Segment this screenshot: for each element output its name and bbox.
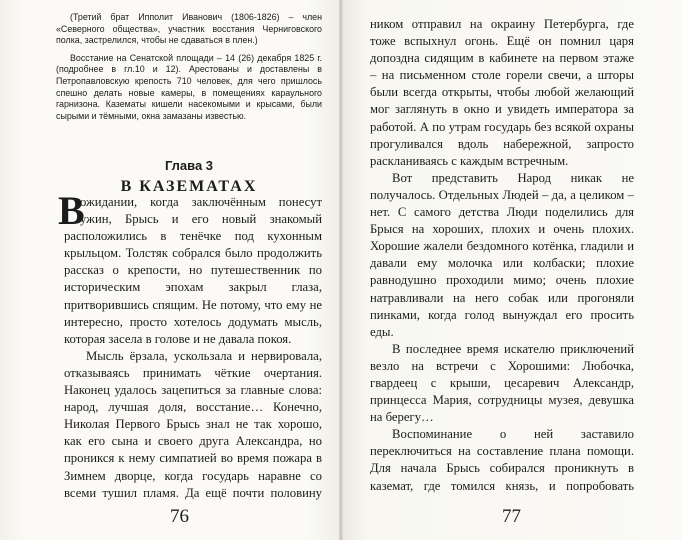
chapter-title: В КАЗЕМАТАХ — [120, 178, 258, 195]
body-paragraph: В последнее время искателю приключений везло на встречи с Хорошими: Любочка, гвардеец с крыши, цесаревич Александр, принцесса Мария, сотрудницы музея, девушка на берегу… — [370, 341, 634, 425]
page-number-left: 76 — [170, 506, 189, 527]
footnote: (Третий брат Ипполит Иванович (1806-1826) – член «Северного общества», участник восстания Черниговского полка, застрелился, чтобы не сдаваться в плен.) — [56, 12, 322, 46]
chapter-label: Глава 3 — [164, 158, 214, 173]
body-paragraph: Воспоминание о ней заставило переключиться на составление плана помощи. Для начала Брысь собирался проникнуть в каземат, где томился князь, и попробовать — [370, 427, 634, 493]
page-number-right: 77 — [502, 506, 521, 527]
book-gutter — [339, 0, 343, 540]
footnote: Восстание на Сенатской площади – 14 (26) декабря 1825 г. (подробнее в гл.10 и 12). Арестованы и доставлены в Петропавловскую крепость 710 человек, для чего пришлось спешно делать новые камеры, в помещениях караульного гарнизона. Казематы кишели насекомыми и крысами, были сырыми и тёмными, окна замазаны известью. — [56, 52, 322, 121]
right-body-text — [370, 16, 634, 496]
body-paragraph: Мысль ёрзала, ускользала и нервировала, отказываясь принимать чёткие очертания. Наконец удалось зацепиться за главные слова: народ, лучшая доля, восстание… Конечно, Николая Первого Брысь знал не так хорошо, как его сына и своего друга Александра, но проникся к нему симпатией во время пожара в Зимнем дворце, когда государь наравне со всеми тушил пламя. Да ещё почти половину — [64, 348, 322, 500]
left-body-text — [64, 194, 322, 504]
body-paragraph: Вот представить Народ никак не получалось. Отдельных Людей – да, а целиком – нет. С самого детства Люди поделились для Брыся на хороших, плохих и очень плохих. Хорошие жалели бездомного котёнка, гладили и давали ему молочка или колбаски; плохие равнодушно проходили мимо; очень плохие натравливали на него собак или прогоняли пинками, когда голод вынуждал его просить еды. — [370, 170, 634, 339]
drop-cap: В — [58, 188, 85, 233]
body-paragraph: ником отправил на окраину Петербурга, где тоже вспыхнул огонь. Ещё он помнил царя допоздна сидящим в кабинете на первом этаже – на письменном столе горели свечи, а шторы были всегда открыты, чтобы любой желающий мог заглянуть в окно и увидеть императора за работой. А по утрам государь без всякой охраны прогуливался вдоль набережной, запросто раскланиваясь с каждым встречным. — [370, 17, 634, 168]
body-paragraph: ожидании, когда заключённым понесут ужин, Брысь и его новый знакомый расположились в тенёчке под кухонным крыльцом. Толстяк собрался было продолжить рассказ о крепости, но путешественник по историческим эпохам закрыл глаза, притворившись спящим. Не потому, что ему не интересно, просто хотелось додумать мысль, которая засела в голове и не давала покоя. — [64, 195, 322, 346]
footnotes — [56, 12, 322, 128]
